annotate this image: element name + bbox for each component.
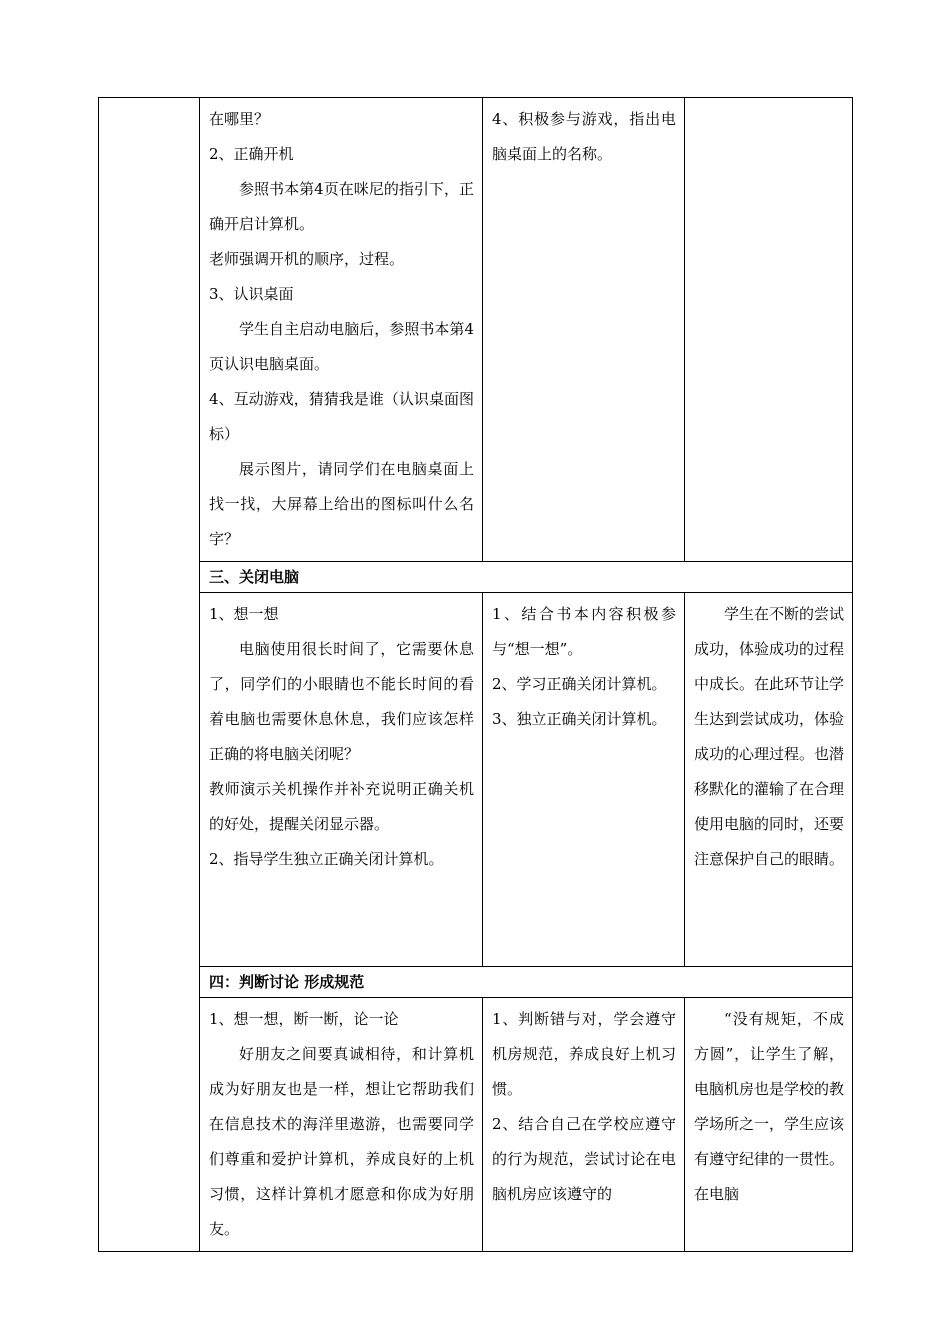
table-row-part4 (99, 998, 853, 1252)
section-heading: 四：判断讨论 形成规范 (200, 967, 853, 998)
text-paragraph: 参照书本第4页在咪尼的指引下，正确开启计算机。 (209, 180, 474, 233)
text-line: 3、独立正确关闭计算机。 (492, 710, 667, 728)
text-paragraph: “没有规矩，不成方圆”，让学生了解，电脑机房也是学校的教学场所之一，学生应该有遵守纪律的一贯性。在电脑 (694, 1010, 845, 1203)
text-paragraph: 学生在不断的尝试成功，体验成功的过程中成长。在此环节让学生达到尝试成功，体验成功的心理过程。也潜移默化的灌输了在合理使用电脑的同时，还要注意保护自己的眼睛。 (694, 605, 845, 868)
text-line: 3、认识桌面 (209, 285, 294, 303)
text-line: 老师强调开机的顺序，过程。 (209, 250, 405, 268)
design-intent-cell (685, 998, 853, 1252)
student-activity-cell (483, 593, 685, 967)
text-paragraph: 学生自主启动电脑后，参照书本第4页认识电脑桌面。 (209, 320, 474, 373)
section-heading: 三、关闭电脑 (200, 562, 853, 593)
section-heading-row (99, 562, 853, 593)
text-line: 2、学习正确关闭计算机。 (492, 675, 667, 693)
text-line: 1、想一想 (209, 605, 279, 623)
design-intent-cell (685, 593, 853, 967)
teacher-activity-cell (200, 593, 483, 967)
text-line: 2、指导学生独立正确关闭计算机。 (209, 850, 444, 868)
text-paragraph: 2、结合自己在学校应遵守的行为规范，尝试讨论在电脑机房应该遵守的 (492, 1115, 676, 1203)
text-line: 2、正确开机 (209, 145, 294, 163)
student-activity-cell (483, 98, 685, 562)
text-line: 1、想一想，断一断，论一论 (209, 1010, 399, 1028)
text-paragraph: 1、判断错与对，学会遵守机房规范，养成良好上机习惯。 (492, 1010, 676, 1098)
text-paragraph: 4、积极参与游戏，指出电脑桌面上的名称。 (492, 110, 676, 163)
lesson-plan-table (98, 97, 853, 1252)
text-paragraph: 4、互动游戏，猜猜我是谁（认识桌面图标） (209, 390, 474, 443)
text-paragraph: 好朋友之间要真诚相待，和计算机成为好朋友也是一样，想让它帮助我们在信息技术的海洋里遨游，也需要同学们尊重和爱护计算机，养成良好的上机习惯，这样计算机才愿意和你成为好朋友。 (209, 1045, 474, 1238)
table-row-part3 (99, 593, 853, 967)
section-heading-row (99, 967, 853, 998)
text-line: 在哪里？ (209, 110, 270, 128)
text-paragraph: 教师演示关机操作并补充说明正确关机的好处，提醒关闭显示器。 (209, 780, 474, 833)
stage-column-cell (99, 98, 200, 1252)
text-paragraph: 电脑使用很长时间了，它需要休息了，同学们的小眼睛也不能长时间的看着电脑也需要休息休息，我们应该怎样正确的将电脑关闭呢？ (209, 640, 474, 763)
text-paragraph: 展示图片，请同学们在电脑桌面上找一找，大屏幕上给出的图标叫什么名字？ (209, 460, 474, 548)
student-activity-cell (483, 998, 685, 1252)
table-row-part2-continued (99, 98, 853, 562)
teacher-activity-cell (200, 98, 483, 562)
design-intent-cell (685, 98, 853, 562)
teacher-activity-cell (200, 998, 483, 1252)
text-paragraph: 1、结合书本内容积极参与“想一想”。 (492, 605, 676, 658)
